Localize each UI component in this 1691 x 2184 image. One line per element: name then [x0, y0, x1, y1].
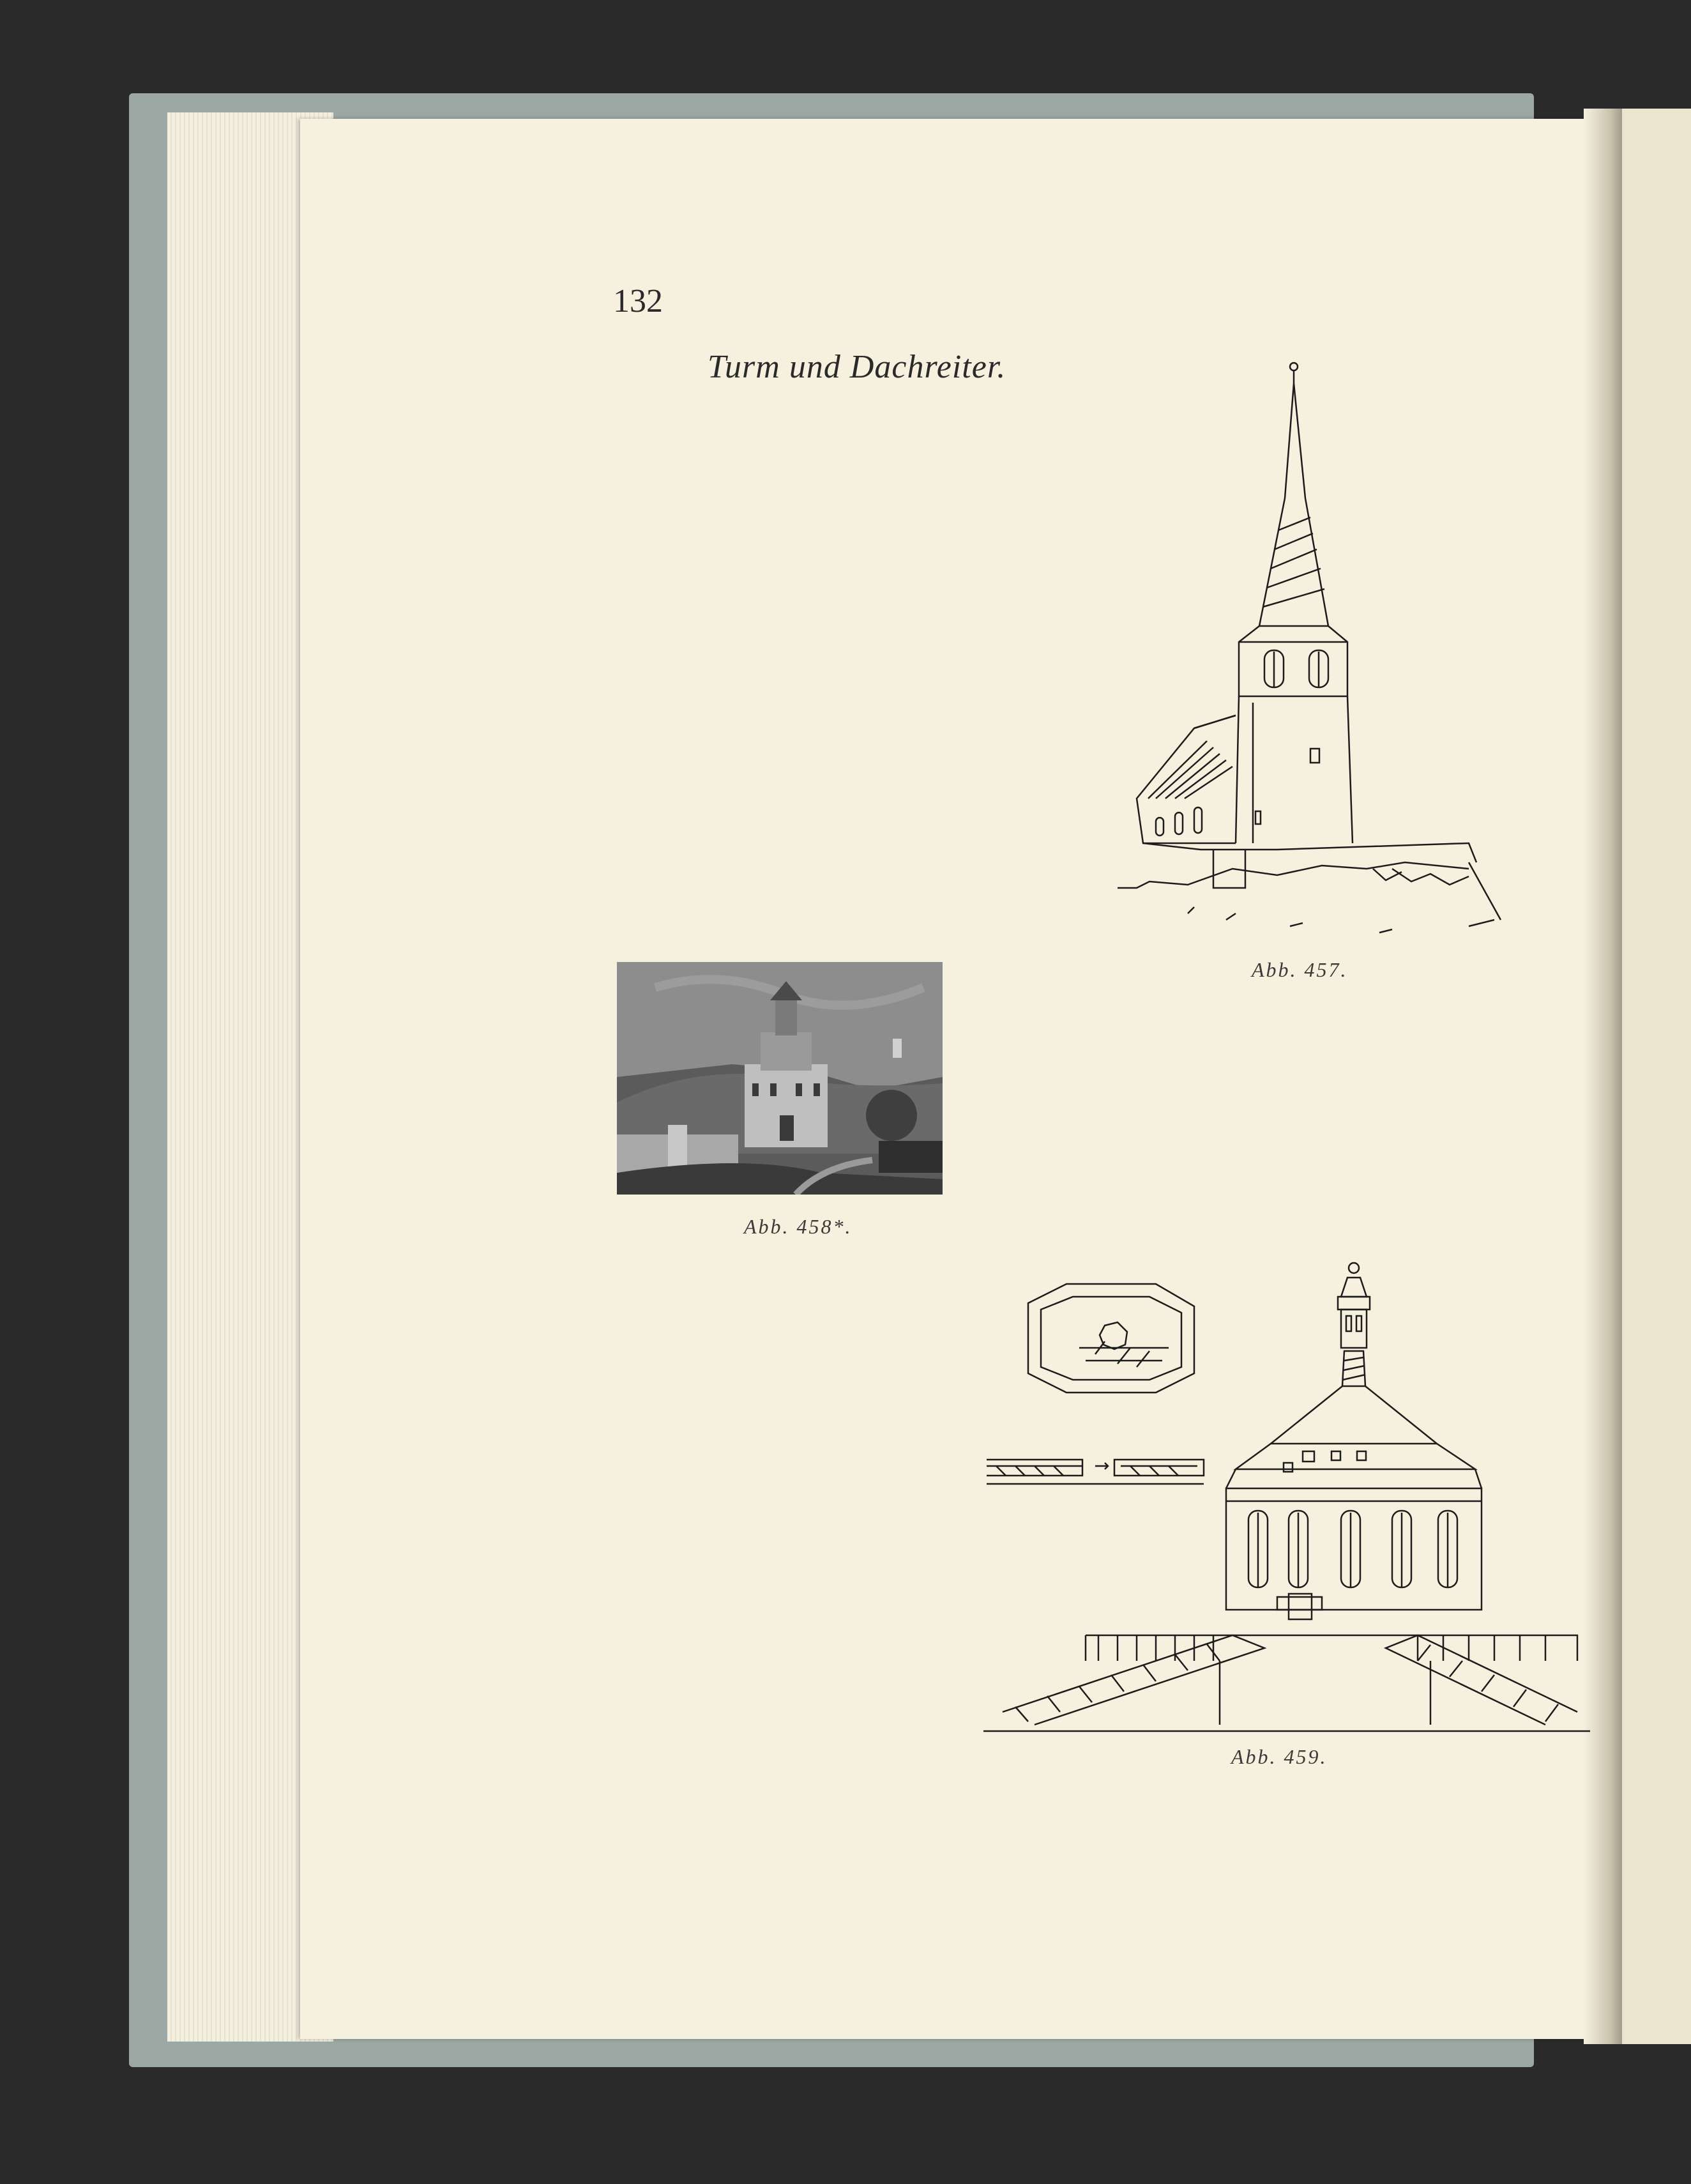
figure-458-caption: Abb. 458*.: [744, 1215, 853, 1238]
figure-457-caption: Abb. 457.: [1252, 958, 1348, 981]
figure-459-caption: Abb. 459.: [1231, 1745, 1328, 1768]
page-number: 132: [613, 283, 663, 319]
figure-459-church-drawing: [983, 1252, 1590, 1737]
facing-page-edge: [1622, 109, 1691, 2044]
running-head: Turm und Dachreiter.: [708, 349, 1006, 385]
figure-457-church-drawing: [1111, 358, 1507, 945]
figure-458-engraving: [617, 962, 943, 1195]
